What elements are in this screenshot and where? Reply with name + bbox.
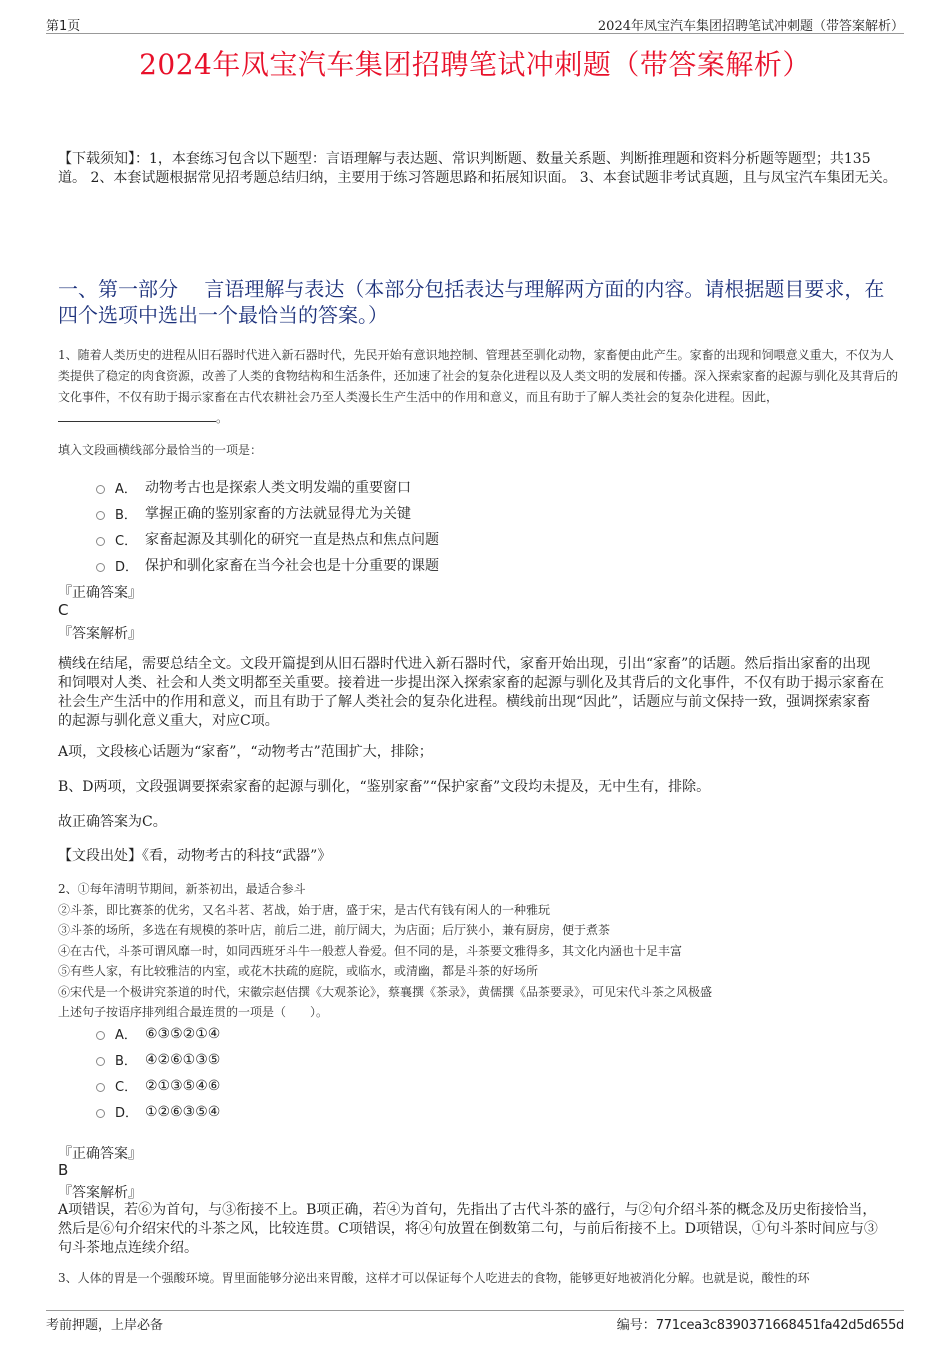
question-1-stem-end: 。 bbox=[216, 411, 229, 425]
question-1-prompt: 填入文段画横线部分最恰当的一项是： bbox=[58, 443, 263, 457]
radio-icon[interactable] bbox=[96, 485, 105, 494]
option-text: 掌握正确的鉴别家畜的方法就显得尤为关键 bbox=[145, 506, 411, 522]
q1-analysis-bd: B、D两项，文段强调要探索家畜的起源与驯化，“鉴别家畜”“保护家畜”文段均未提及，无中生有，排除。 bbox=[58, 779, 711, 795]
q2-analysis-label: 『答案解析』 bbox=[58, 1185, 142, 1201]
serial-label: 编号： bbox=[616, 1318, 656, 1333]
answer-blank bbox=[58, 409, 216, 422]
header-doc-title: 2024年凤宝汽车集团招聘笔试冲刺题（带答案解析） bbox=[597, 19, 904, 34]
q2-answer-label: 『正确答案』 bbox=[58, 1146, 142, 1162]
option-letter: B． bbox=[115, 1054, 137, 1069]
q2-line: 2、①每年清明节期间，新茶初出，最适合参斗 bbox=[58, 882, 306, 896]
q1-analysis-a: A项，文段核心话题为“家畜”，“动物考古”范围扩大，排除； bbox=[58, 744, 433, 760]
serial-code: 771cea3c8390371668451fa42d5d655d bbox=[655, 1318, 904, 1333]
q2-option-d[interactable] bbox=[96, 1102, 220, 1121]
option-text: ④②⑥①③⑤ bbox=[145, 1051, 221, 1068]
q2-line: ④在古代，斗茶可谓风靡一时，如同西班牙斗牛一般惹人眷爱。但不同的是，斗茶要文雅得多，其文化内涵也十足丰富 bbox=[58, 943, 683, 958]
page-number: 第1页 bbox=[46, 19, 81, 34]
option-text: ①②⑥③⑤④ bbox=[145, 1103, 221, 1120]
q1-option-a[interactable] bbox=[96, 477, 411, 497]
footer-divider bbox=[46, 1310, 904, 1311]
q1-option-d[interactable] bbox=[96, 555, 439, 575]
download-notice: 【下载须知】：1，本套练习包含以下题型：言语理解与表达题、常识判断题、数量关系题、判断推理题和资料分析题等题型；共135道。 2、本套试题根据常见招考题总结归纳，主要用于练习答题思路和拓展知识面。 3、本套试题非考试真题，且与凤宝汽车集团无关。 bbox=[58, 151, 897, 186]
q1-analysis-conclusion: 故正确答案为C。 bbox=[58, 814, 167, 830]
radio-icon[interactable] bbox=[96, 1031, 105, 1040]
radio-icon[interactable] bbox=[96, 511, 105, 520]
option-text: ⑥③⑤②①④ bbox=[145, 1025, 221, 1042]
footer-slogan: 考前押题，上岸必备 bbox=[46, 1318, 164, 1333]
q2-line: 上述句子按语序排列组合最连贯的一项是（ ）。 bbox=[58, 1005, 329, 1019]
option-letter: A． bbox=[115, 1028, 137, 1043]
q1-option-c[interactable] bbox=[96, 529, 439, 549]
option-text: 家畜起源及其驯化的研究一直是热点和焦点问题 bbox=[145, 532, 439, 548]
option-text: 保护和驯化家畜在当今社会也是十分重要的课题 bbox=[145, 558, 439, 574]
footer-serial bbox=[617, 1314, 904, 1333]
radio-icon[interactable] bbox=[96, 1083, 105, 1092]
option-letter: B． bbox=[115, 507, 137, 523]
option-letter: D． bbox=[115, 559, 139, 575]
radio-icon[interactable] bbox=[96, 537, 105, 546]
option-letter: A． bbox=[115, 481, 137, 497]
header-divider bbox=[46, 33, 904, 34]
question-2-stem bbox=[58, 879, 898, 1023]
q1-answer-label: 『正确答案』 bbox=[58, 585, 142, 601]
question-1-stem bbox=[58, 345, 900, 429]
q1-analysis-main: 横线在结尾，需要总结全文。文段开篇提到从旧石器时代进入新石器时代，家畜开始出现，引出“家畜”的话题。然后指出家畜的出现和饲喂对人类、社会和人类文明都至关重要。接着进一步提出深入探索家畜的起源与驯化及其背后的文化事件，不仅有助于揭示家畜在社会生产生活中的作用和意义，而且有助于了解人类社会的复杂化进程。横线前出现“因此”，话题应与前文保持一致，强调探索家畜的起源与驯化意义重大，对应C项。 bbox=[58, 656, 884, 729]
q2-line: ②斗茶，即比赛茶的优劣，又名斗茗、茗战，始于唐，盛于宋，是古代有钱有闲人的一种雅玩 bbox=[58, 902, 551, 917]
option-text: 动物考古也是探索人类文明发端的重要窗口 bbox=[145, 480, 411, 496]
q1-analysis-label: 『答案解析』 bbox=[58, 626, 142, 642]
radio-icon[interactable] bbox=[96, 1057, 105, 1066]
q2-option-c[interactable] bbox=[96, 1076, 220, 1095]
q2-line: ⑥宋代是一个极讲究茶道的时代，宋徽宗赵佶撰《大观茶论》，蔡襄撰《茶录》，黄儒撰《品茶要录》，可见宋代斗茶之风极盛 bbox=[58, 984, 713, 999]
radio-icon[interactable] bbox=[96, 563, 105, 572]
option-letter: C． bbox=[115, 1080, 138, 1095]
option-letter: D． bbox=[115, 1106, 139, 1121]
option-text: ②①③⑤④⑥ bbox=[145, 1077, 221, 1094]
q1-option-b[interactable] bbox=[96, 503, 411, 523]
q2-analysis: A项错误，若⑥为首句，与③衔接不上。B项正确，若④为首句，先指出了古代斗茶的盛行，与②句介绍斗茶的概念及历史衔接恰当，然后是⑥句介绍宋代的斗茶之风，比较连贯。C项错误，将④句放置在倒数第二句，与前后衔接不上。D项错误，①句斗茶时间应与③句斗茶地点连续介绍。 bbox=[58, 1202, 878, 1256]
radio-icon[interactable] bbox=[96, 1109, 105, 1118]
q2-option-b[interactable] bbox=[96, 1050, 220, 1069]
question-1-stem-text: 1、随着人类历史的进程从旧石器时代进入新石器时代，先民开始有意识地控制、管理甚至驯化动物，家畜便由此产生。家畜的出现和饲喂意义重大，不仅为人类提供了稳定的肉食资源，改善了人类的食物结构和生活条件，还加速了社会的复杂化进程以及人类文明的发展和传播。深入探索家畜的起源与驯化及其背后的文化事件，不仅有助于揭示家畜在古代农耕社会乃至人类漫长生产生活中的作用和意义，而且有助于了解人类社会的复杂化进程。因此， bbox=[58, 348, 899, 404]
option-letter: C． bbox=[115, 533, 138, 549]
document-title: 2024年凤宝汽车集团招聘笔试冲刺题（带答案解析） bbox=[139, 48, 811, 81]
question-3-stem: 3、人体的胃是一个强酸环境。胃里面能够分泌出来胃酸，这样才可以保证每个人吃进去的食物，能够更好地被消化分解。也就是说，酸性的环 bbox=[58, 1271, 810, 1285]
q2-line: ⑤有些人家，有比较雅洁的内室，或花木扶疏的庭院，或临水，或清幽，都是斗茶的好场所 bbox=[58, 964, 539, 978]
q1-source: 【文段出处】《看，动物考古的科技“武器”》 bbox=[58, 848, 332, 864]
q2-answer: B bbox=[58, 1161, 69, 1179]
section-heading: 一、第一部分 言语理解与表达（本部分包括表达与理解两方面的内容。请根据题目要求，在四个选项中选出一个最恰当的答案。） bbox=[58, 277, 885, 327]
q1-answer: C bbox=[58, 601, 69, 619]
q2-option-a[interactable] bbox=[96, 1024, 220, 1043]
q2-line: ③斗茶的场所，多选在有规模的茶叶店，前后二进，前厅阔大，为店面；后厅狭小，兼有厨房，便于煮茶 bbox=[58, 923, 611, 937]
